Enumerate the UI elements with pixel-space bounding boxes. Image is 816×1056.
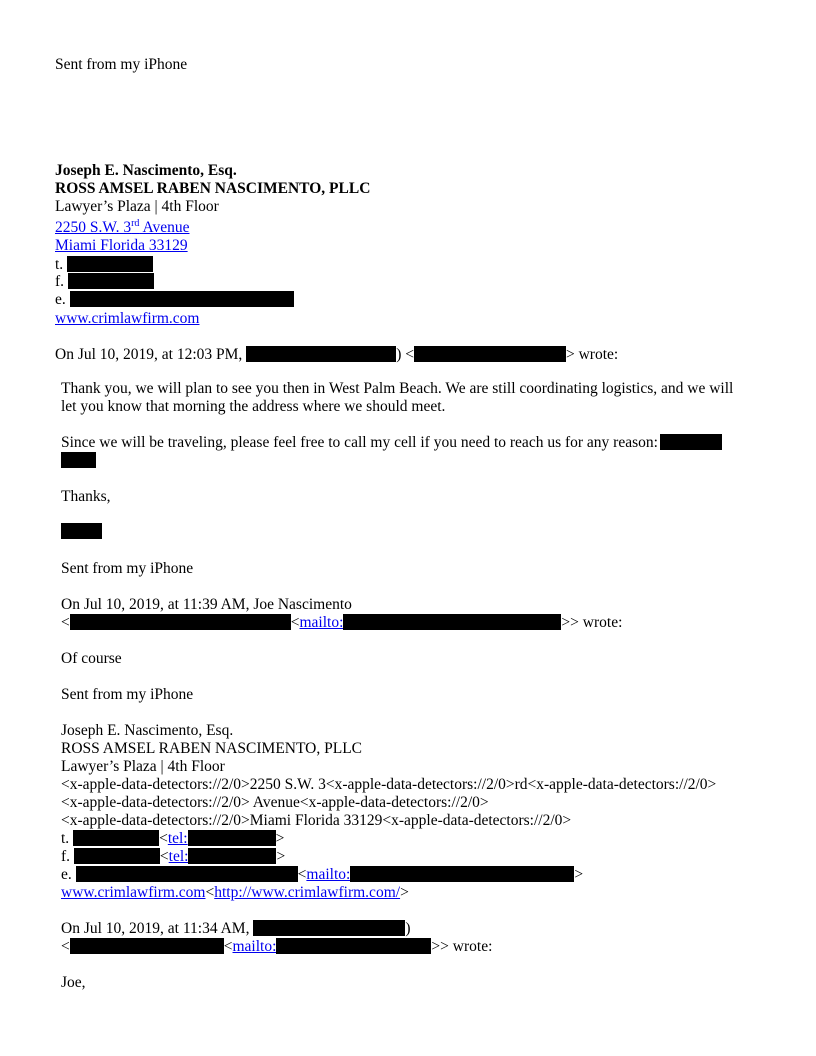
signature2-address-line1: Lawyer’s Plaza | 4th Floor: [61, 758, 225, 775]
signature-name: Joseph E. Nascimento, Esq.: [55, 162, 237, 179]
quote2-sent-from-iphone: Sent from my iPhone: [61, 686, 194, 703]
redaction-box: [61, 452, 96, 468]
quote2-body: Of course: [61, 650, 122, 667]
signature-website[interactable]: [55, 310, 199, 328]
redaction-box: [70, 614, 291, 630]
mailto-link[interactable]: mailto:: [232, 938, 277, 955]
signature2-email-row: e. <mailto: >: [61, 866, 584, 883]
quote1-signoff: [61, 523, 102, 541]
redaction-box: [70, 938, 224, 954]
quote1-thanks: Thanks,: [61, 488, 111, 505]
signature-address-line1: Lawyer’s Plaza | 4th Floor: [55, 198, 219, 215]
quote1-header: On Jul 10, 2019, at 12:03 PM, ) < > wrote:: [55, 346, 619, 363]
redaction-box: [61, 523, 102, 539]
signature-email-row: e.: [55, 291, 294, 309]
tel-link[interactable]: tel:: [168, 848, 189, 865]
website-link: www.crimlawfirm.com: [55, 310, 200, 327]
signature-phone-row: t.: [55, 256, 153, 274]
signature-firm: ROSS AMSEL RABEN NASCIMENTO, PLLC: [55, 180, 371, 197]
redaction-box: [660, 434, 722, 450]
redaction-box: [68, 273, 154, 289]
sent-from-iphone: Sent from my iPhone: [55, 56, 188, 73]
redaction-box: [67, 256, 153, 272]
signature2-name: Joseph E. Nascimento, Esq.: [61, 722, 234, 739]
quote1-para2: Since we will be traveling, please feel free to call my cell if you need to reach us for any reason:: [61, 434, 722, 452]
street-link: 2250 S.W. 3rd Avenue: [55, 217, 190, 236]
signature-fax-row: f.: [55, 273, 154, 291]
signature2-detector-line2: <x-apple-data-detectors://2/0> Avenue<x-apple-data-detectors://2/0>: [61, 794, 489, 811]
redaction-box: [350, 866, 574, 882]
redaction-box: [70, 291, 294, 307]
redaction-box: [76, 866, 298, 882]
quote2-header-line1: On Jul 10, 2019, at 11:39 AM, Joe Nascimento: [61, 596, 352, 613]
city-link: Miami Florida 33129: [55, 237, 188, 254]
redaction-box: [276, 938, 431, 954]
quote1-para2-cont: [61, 452, 96, 470]
quote1-body-line2: let you know that morning the address where we should meet.: [61, 398, 446, 415]
signature2-detector-line1: <x-apple-data-detectors://2/0>2250 S.W. 3<x-apple-data-detectors://2/0>rd<x-apple-data-detectors://2/0>: [61, 776, 717, 793]
redaction-box: [246, 346, 396, 362]
signature-street-link[interactable]: [55, 219, 190, 237]
quote3-greeting: Joe,: [61, 974, 86, 991]
signature2-phone-row: t. <tel: >: [61, 830, 285, 847]
signature-city-link[interactable]: [55, 237, 188, 255]
mailto-link[interactable]: mailto:: [299, 614, 344, 631]
tel-link[interactable]: tel:: [167, 830, 188, 847]
website-url-link[interactable]: http://www.crimlawfirm.com/: [214, 884, 401, 901]
quote3-header-line2: < <mailto: >> wrote:: [61, 938, 493, 955]
quote1-sent-from-iphone: Sent from my iPhone: [61, 560, 194, 577]
quote3-header-line1: On Jul 10, 2019, at 11:34 AM, ): [61, 920, 411, 937]
signature2-website-row: www.crimlawfirm.com<http://www.crimlawfirm.com/>: [61, 884, 409, 901]
website-link[interactable]: www.crimlawfirm.com: [61, 884, 206, 901]
redaction-box: [343, 614, 561, 630]
redaction-box: [414, 346, 566, 362]
mailto-link[interactable]: mailto:: [306, 866, 351, 883]
redaction-box: [253, 920, 405, 936]
redaction-box: [74, 848, 160, 864]
quote2-header-line2: < <mailto: >> wrote:: [61, 614, 623, 631]
redaction-box: [188, 848, 276, 864]
redaction-box: [188, 830, 276, 846]
redaction-box: [73, 830, 159, 846]
quote1-body-line1: Thank you, we will plan to see you then in West Palm Beach. We are still coordinating logistics, and we will: [61, 380, 734, 397]
signature2-fax-row: f. <tel: >: [61, 848, 286, 865]
signature2-detector-line3: <x-apple-data-detectors://2/0>Miami Florida 33129<x-apple-data-detectors://2/0>: [61, 812, 572, 829]
signature2-firm: ROSS AMSEL RABEN NASCIMENTO, PLLC: [61, 740, 363, 757]
